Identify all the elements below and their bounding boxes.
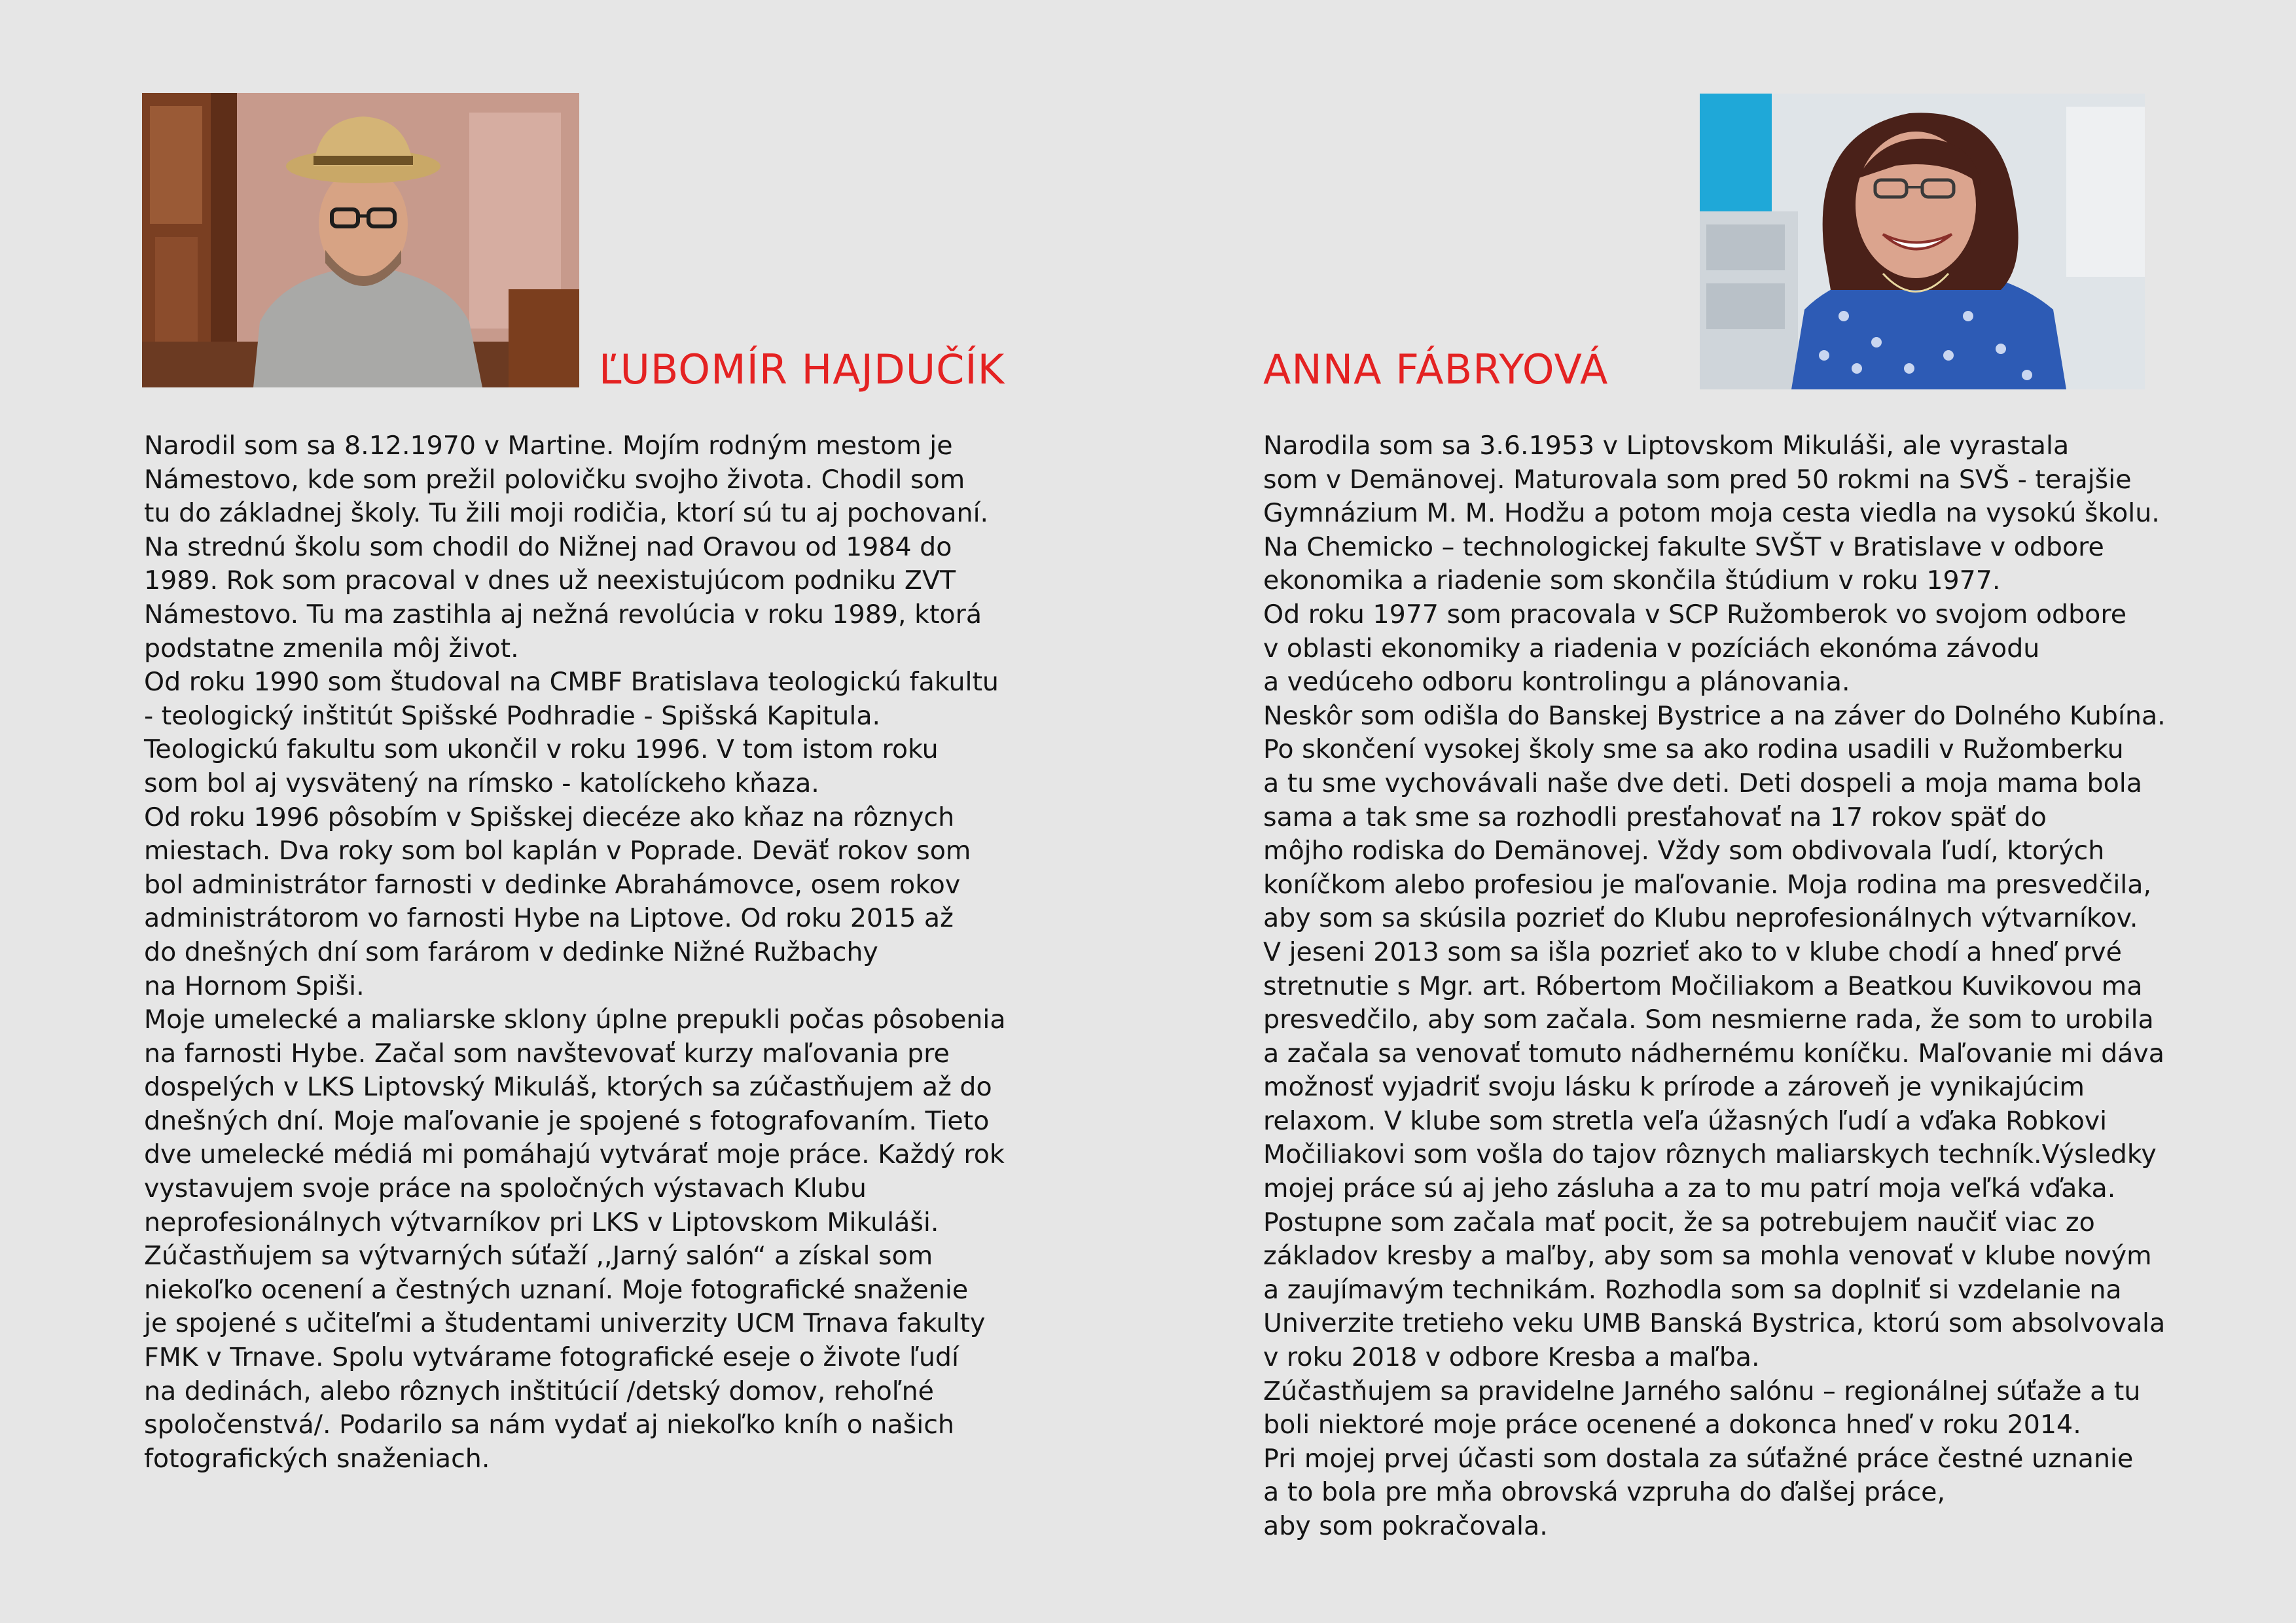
bio-line: Od roku 1996 pôsobím v Spišskej diecéze ako kňaz na rôznych <box>144 802 955 832</box>
bio-line: vystavujem svoje práce na spoločných výstavach Klubu <box>144 1173 867 1204</box>
bio-line: Postupne som začala mať pocit, že sa potrebujem naučiť viac zo <box>1263 1207 2095 1238</box>
bio-line: sama a tak sme sa rozhodli presťahovať na 17 rokov späť do <box>1263 802 2047 832</box>
bio-line: aby som pokračovala. <box>1263 1511 1548 1541</box>
bio-line: a tu sme vychovávali naše dve deti. Deti dospeli a moja mama bola <box>1263 768 2142 798</box>
bio-line: a zaujímavým technikám. Rozhodla som sa doplniť si vzdelanie na <box>1263 1274 2122 1305</box>
bio-line: Neskôr som odišla do Banskej Bystrice a na záver do Dolného Kubína. <box>1263 700 2166 731</box>
bio-line: Narodil som sa 8.12.1970 v Martine. Mojím rodným mestom je <box>144 431 953 461</box>
bio-line: mojej práce sú aj jeho zásluha a za to mu patrí moja veľká vďaka. <box>1263 1173 2116 1204</box>
bio-line: administrátorom vo farnosti Hybe na Liptove. Od roku 2015 až <box>144 903 954 934</box>
portrait-woman-glasses-smiling-icon <box>1700 94 2145 389</box>
biography-hajducik <box>144 429 1034 1476</box>
bio-line: stretnutie s Mgr. art. Róbertom Močiliakom a Beatkou Kuvikovou ma <box>1263 971 2143 1001</box>
bio-line: miestach. Dva roky som bol kaplán v Poprade. Deväť rokov som <box>144 836 971 866</box>
portrait-photo-hajducik <box>142 93 579 387</box>
bio-line: Močiliakovi som vošla do tajov rôznych maliarskych techník.Výsledky <box>1263 1139 2157 1170</box>
bio-line: na Hornom Spiši. <box>144 971 365 1001</box>
bio-line: 1989. Rok som pracoval v dnes už neexistujúcom podniku ZVT <box>144 565 956 596</box>
bio-line: Na strednú školu som chodil do Nižnej nad Oravou od 1984 do <box>144 531 952 562</box>
bio-line: a vedúceho odboru kontrolingu a plánovania. <box>1263 667 1850 698</box>
bio-line: v roku 2018 v odbore Kresba a maľba. <box>1263 1342 1760 1373</box>
bio-line: ekonomika a riadenie som skončila štúdium v roku 1977. <box>1263 565 2001 596</box>
bio-line: fotografických snaženiach. <box>144 1443 490 1474</box>
bio-line: Pri mojej prvej účasti som dostala za súťažné práce čestné uznanie <box>1263 1443 2134 1474</box>
bio-line: je spojené s učiteľmi a študentami univerzity UCM Trnava fakulty <box>144 1308 986 1339</box>
bio-line: v oblasti ekonomiky a riadenia v pozíciách ekonóma závodu <box>1263 633 2040 664</box>
portrait-man-hat-glasses-icon <box>142 93 579 387</box>
bio-line: boli niektoré moje práce ocenené a dokonca hneď v roku 2014. <box>1263 1410 2081 1440</box>
bio-line: Zúčastňujem sa výtvarných súťaží ,,Jarný salón“ a získal som <box>144 1241 933 1272</box>
bio-line: spoločenstvá/. Podarilo sa nám vydať aj niekoľko kníh o našich <box>144 1410 954 1440</box>
bio-line: dve umelecké médiá mi pomáhajú vytvárať moje práce. Každý rok <box>144 1139 1005 1170</box>
bio-line: bol administrátor farnosti v dedinke Abrahámovce, osem rokov <box>144 869 961 900</box>
person-name-hajducik: ĽUBOMÍR HAJDUČÍK <box>599 346 1005 393</box>
bio-line: Námestovo, kde som prežil polovičku svojho života. Chodil som <box>144 464 965 495</box>
bio-line: môjho rodiska do Demänovej. Vždy som obdivovala ľudí, ktorých <box>1263 836 2105 866</box>
bio-line: Na Chemicko – technologickej fakulte SVŠT v Bratislave v odbore <box>1263 531 2104 562</box>
portrait-photo-fabryova <box>1700 94 2145 389</box>
bio-line: aby som sa skúsila pozrieť do Klubu neprofesionálnych výtvarníkov. <box>1263 903 2138 934</box>
bio-line: podstatne zmenila môj život. <box>144 633 519 664</box>
bio-line: Gymnázium M. M. Hodžu a potom moja cesta viedla na vysokú školu. <box>1263 498 2160 529</box>
bio-line: som v Demänovej. Maturovala som pred 50 rokmi na SVŠ - terajšie <box>1263 464 2132 495</box>
bio-line: - teologický inštitút Spišské Podhradie - Spišská Kapitula. <box>144 700 881 731</box>
bio-line: niekoľko ocenení a čestných uznaní. Moje fotografické snaženie <box>144 1274 969 1305</box>
bio-line: základov kresby a maľby, aby som sa mohla venovať v klube novým <box>1263 1241 2152 1272</box>
bio-line: neprofesionálnych výtvarníkov pri LKS v Liptovskom Mikuláši. <box>144 1207 939 1238</box>
bio-line: koníčkom alebo profesiou je maľovanie. Moja rodina ma presvedčila, <box>1263 869 2152 900</box>
bio-line: možnosť vyjadriť svoju lásku k prírode a zároveň je vynikajúcim <box>1263 1072 2085 1103</box>
bio-line: presvedčilo, aby som začala. Som nesmierne rada, že som to urobila <box>1263 1005 2154 1035</box>
biography-fabryova <box>1263 429 2166 1544</box>
bio-line: dospelých v LKS Liptovský Mikuláš, ktorých sa zúčastňujem až do <box>144 1072 992 1103</box>
bio-line: Univerzite tretieho veku UMB Banská Bystrica, ktorú som absolvovala <box>1263 1308 2166 1339</box>
bio-line: a to bola pre mňa obrovská vzpruha do ďalšej práce, <box>1263 1477 1946 1508</box>
bio-line: Moje umelecké a maliarske sklony úplne prepukli počas pôsobenia <box>144 1005 1006 1035</box>
bio-line: Od roku 1977 som pracovala v SCP Ružomberok vo svojom odbore <box>1263 599 2127 630</box>
bio-line: do dnešných dní som farárom v dedinke Nižné Ružbachy <box>144 936 878 967</box>
bio-line: V jeseni 2013 som sa išla pozrieť ako to v klube chodí a hneď prvé <box>1263 936 2122 967</box>
person-name-fabryova: ANNA FÁBRYOVÁ <box>1263 346 1609 393</box>
bio-line: a začala sa venovať tomuto nádhernému koníčku. Maľovanie mi dáva <box>1263 1038 2164 1069</box>
bio-line: Teologickú fakultu som ukončil v roku 1996. V tom istom roku <box>144 734 939 765</box>
bio-line: Narodila som sa 3.6.1953 v Liptovskom Mikuláši, ale vyrastala <box>1263 431 2070 461</box>
bio-line: relaxom. V klube som stretla veľa úžasných ľudí a vďaka Robkovi <box>1263 1105 2108 1136</box>
bio-line: FMK v Trnave. Spolu vytvárame fotografické eseje o živote ľudí <box>144 1342 959 1373</box>
bio-line: som bol aj vysvätený na rímsko - katolíckeho kňaza. <box>144 768 819 798</box>
bio-line: dnešných dní. Moje maľovanie je spojené s fotografovaním. Tieto <box>144 1105 990 1136</box>
bio-line: Zúčastňujem sa pravidelne Jarného salónu – regionálnej súťaže a tu <box>1263 1376 2141 1406</box>
bio-line: Námestovo. Tu ma zastihla aj nežná revolúcia v roku 1989, ktorá <box>144 599 982 630</box>
bio-line: tu do základnej školy. Tu žili moji rodičia, ktorí sú tu aj pochovaní. <box>144 498 989 529</box>
bio-line: Po skončení vysokej školy sme sa ako rodina usadili v Ružomberku <box>1263 734 2124 765</box>
bio-line: na farnosti Hybe. Začal som navštevovať kurzy maľovania pre <box>144 1038 950 1069</box>
bio-line: Od roku 1990 som študoval na CMBF Bratislava teologickú fakultu <box>144 667 999 698</box>
bio-line: na dedinách, alebo rôznych inštitúcií /detský domov, rehoľné <box>144 1376 934 1406</box>
